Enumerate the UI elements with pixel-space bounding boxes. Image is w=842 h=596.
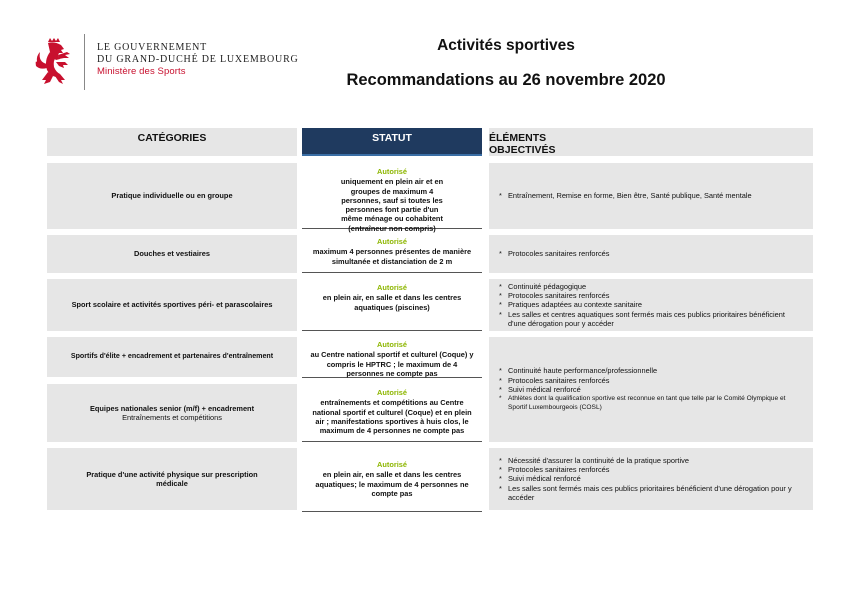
status-badge: Autorisé	[377, 460, 407, 469]
status-cell-elite	[302, 336, 482, 378]
status-badge: Autorisé	[377, 340, 407, 349]
elements-cell-elite-national	[489, 337, 813, 442]
list-item: * Entraînement, Remise en forme, Bien être, Santé publique, Santé mentale	[499, 191, 752, 200]
status-badge: Autorisé	[377, 283, 407, 292]
elements-cell-individual	[489, 163, 813, 229]
status-badge: Autorisé	[377, 237, 407, 246]
status-text: entraînements et compétitions au Centre national sportif et culturel (Coque) et en plein air ; manifestations sportives à huis clos, le maximum de 4 personnes ne compte pas	[312, 398, 472, 436]
elements-cell-school	[489, 279, 813, 331]
category-cell-individual: Pratique individuelle ou en groupe	[47, 163, 297, 229]
category-cell-elite: Sportifs d'élite + encadrement et partenaires d'entraînement	[47, 337, 297, 377]
page-subtitle: Recommandations au 26 novembre 2020	[346, 71, 666, 89]
status-cell-national-teams	[302, 384, 482, 442]
category-cell-school: Sport scolaire et activités sportives péri- et parascolaires	[47, 279, 297, 331]
elements-cell-medical	[489, 448, 813, 510]
status-badge: Autorisé	[377, 388, 407, 397]
list-item: * Nécessité d'assurer la continuité de la pratique sportive	[499, 456, 803, 465]
list-item: * Continuité pédagogique	[499, 282, 803, 291]
list-item: * Athlètes dont la qualification sportive est reconnue en tant que telle par le Comité Olympique et Sportif Luxembourgeois (COSL)	[499, 394, 803, 413]
list-item: * Suivi médical renforcé	[499, 474, 803, 483]
list-item: * Pratiques adaptées au contexte sanitaire	[499, 300, 803, 309]
gov-line-1: LE GOUVERNEMENT	[97, 42, 208, 53]
list-item: * Les salles sont fermés mais ces publics prioritaires bénéficient d'une dérogation pour y accéder	[499, 484, 803, 503]
header-elements: ÉLÉMENTS OBJECTIVÉS	[489, 128, 813, 156]
list-item: * Protocoles sanitaires renforcés	[499, 249, 609, 258]
list-item: * Protocoles sanitaires renforcés	[499, 465, 803, 474]
list-item: * Les salles et centres aquatiques sont fermés mais ces publics prioritaires bénéficient d'une dérogation pour y accéder	[499, 310, 803, 329]
elements-cell-showers	[489, 235, 813, 273]
category-cell-showers: Douches et vestiaires	[47, 235, 297, 273]
category-cell-medical: Pratique d'une activité physique sur prescription médicale	[47, 448, 297, 510]
status-text: en plein air, en salle et dans les centres aquatiques; le maximum de 4 personnes ne compte pas	[315, 470, 469, 498]
header-categories: CATÉGORIES	[47, 128, 297, 156]
page-title: Activités sportives	[437, 37, 575, 54]
ministry-name: Ministère des Sports	[97, 66, 186, 77]
status-cell-individual	[302, 163, 482, 233]
header-status: STATUT	[302, 128, 482, 156]
gov-line-2: DU GRAND-DUCHÉ DE LUXEMBOURG	[97, 54, 299, 65]
status-cell-medical	[302, 456, 482, 512]
category-cell-national-teams: Equipes nationales senior (m/f) + encadrement Entraînements et compétitions	[47, 384, 297, 442]
list-item: * Continuité haute performance/professionnelle	[499, 366, 803, 375]
list-item: * Protocoles sanitaires renforcés	[499, 376, 803, 385]
list-item: * Protocoles sanitaires renforcés	[499, 291, 803, 300]
status-text: au Centre national sportif et culturel (Coque) y compris le HPTRC ; le maximum de 4 personnes ne compte pas	[310, 350, 474, 378]
status-text: en plein air, en salle et dans les centres aquatiques (piscines)	[322, 293, 462, 312]
list-item: * Suivi médical renforcé	[499, 385, 803, 394]
status-cell-showers	[302, 233, 482, 273]
status-badge: Autorisé	[377, 167, 407, 176]
status-text: uniquement en plein air et en groupes de maximum 4 personnes, sauf si toutes les personnes font partie d'un même ménage ou cohabitent (entraîneur non compris)	[340, 177, 444, 233]
status-cell-school	[302, 279, 482, 331]
status-text: maximum 4 personnes présentes de manière simultanée et distanciation de 2 m	[312, 247, 472, 266]
